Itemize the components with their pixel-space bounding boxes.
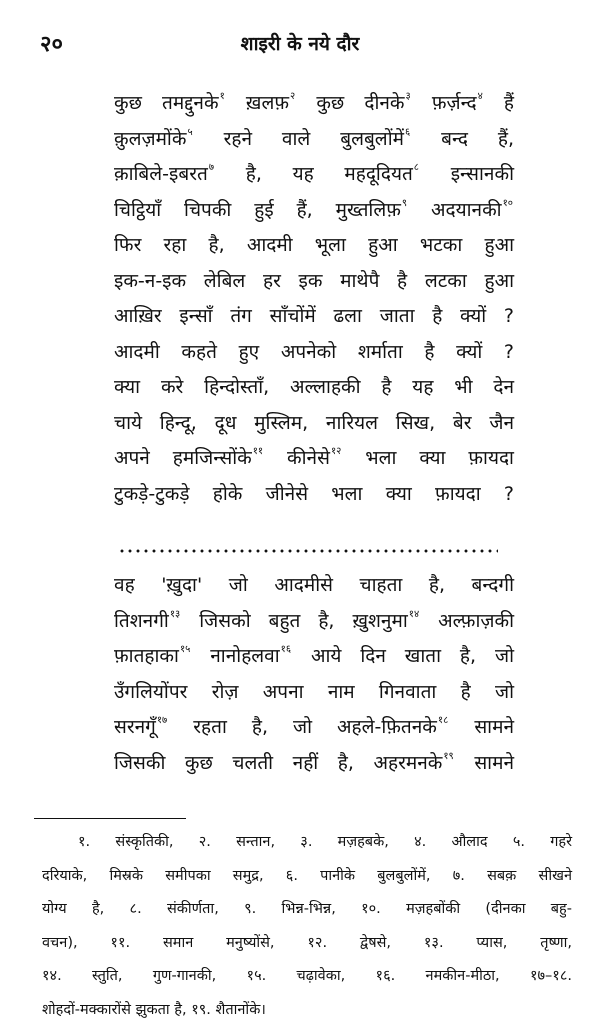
verse-text: भला क्या फ़ायदा (365, 447, 514, 469)
verse-text: जिसकी कुछ चलती नहीं है, अहरमनके (114, 751, 443, 774)
verse-text: चाये हिन्दू, दूध मुस्लिम, नारियल सिख, बेर जैन (114, 411, 514, 434)
verse-text: हैं (503, 92, 515, 114)
verse-text: रहता है, जो अहले-फ़ितनके (193, 716, 437, 738)
footnote-marker: ३ (405, 91, 411, 102)
verse-line (114, 477, 514, 513)
footnote-marker: ५ (187, 126, 193, 138)
verse-text: सरनगूँ (114, 716, 156, 738)
footnote-marker: ७ (208, 162, 215, 173)
verse-text: फ़ातहाका (114, 645, 179, 667)
verse-line (114, 406, 514, 442)
verse-text: कुछ तमद्दुनके (114, 92, 219, 114)
verse-line (114, 299, 514, 335)
footnote-marker: ९ (401, 197, 408, 209)
verse-line (114, 264, 514, 300)
verse-text: उँगलियोंपर रोज़ अपना नाम गिनवाता है जो (114, 680, 514, 703)
footnote-marker: १ (219, 91, 225, 102)
verse-text: कीनेसे (287, 447, 330, 469)
verse-line (114, 370, 514, 406)
footnote-marker: १६ (280, 644, 292, 655)
verse-text: है, यह महदूदियत (245, 163, 413, 185)
section-divider-dots (118, 548, 498, 554)
footnote-rule (34, 818, 186, 819)
verse-text: वह 'ख़ुदा' जो आदमीसे चाहता है, बन्दगी (114, 574, 514, 596)
footnote-marker: ४ (477, 91, 483, 102)
verse-line (114, 122, 514, 158)
verse-line (114, 710, 514, 746)
footnotes (42, 826, 572, 1027)
verse-text: फिर रहा है, आदमी भूला हुआ भटका हुआ (114, 234, 514, 256)
verse-text: अदयानकी (430, 198, 502, 221)
footnote-marker: १८ (437, 715, 449, 726)
footnote-marker: १२ (330, 446, 342, 457)
footnote-marker: ६ (404, 126, 411, 138)
running-title: शाइरी के नये दौर (240, 33, 360, 55)
verse-line (114, 441, 514, 477)
verse-stanza-2 (114, 568, 514, 781)
verse-text: क़ाबिले-इबरत (114, 163, 208, 185)
verse-text: तिशनगी (114, 609, 169, 632)
verse-text: सामने (474, 751, 514, 774)
verse-line (114, 675, 514, 711)
footnote-line: १४. स्तुति, गुण-गानकी, १५. चढ़ावेका, १६. नमकीन-मीठा, १७–१८. (42, 968, 572, 984)
footnote-line: दरियाके, मिस्रके समीपका समुद्र, ६. पानीके बुलबुलोंमें, ७. सबक़ सीखने (42, 867, 572, 884)
page-header (40, 28, 560, 62)
verse-text: ख़लफ़ (245, 92, 289, 114)
verse-text: क्या करे हिन्दोस्ताँ, अल्लाहकी है यह भी देन (114, 376, 514, 398)
verse-text: इन्सानकी (450, 163, 514, 185)
verse-line (114, 157, 514, 193)
footnote-marker: १९ (443, 750, 454, 762)
footnote-marker: १५ (179, 644, 191, 655)
verse-line (114, 604, 514, 640)
footnote-marker: ११ (252, 446, 264, 457)
verse-text: आये दिन खाता है, जो (310, 645, 514, 667)
footnote-line: वचन), ११. समान मनुष्योंसे, १२. द्वेषसे, १३. प्यास, तृष्णा, (42, 934, 572, 951)
page-number: २० (40, 32, 63, 57)
verse-line (114, 639, 514, 675)
verse-stanza-1 (114, 86, 514, 512)
footnote-marker: १७ (156, 715, 168, 726)
footnote-marker: ८ (413, 162, 419, 173)
verse-text: जिसको बहुत है, ख़ुशनुमा (199, 609, 408, 632)
footnote-line: १. संस्कृतिकी, २. सन्तान, ३. मज़हबके, ४. औलाद ५. गहरे (78, 834, 572, 850)
verse-text: अल्फ़ाज़की (438, 609, 514, 632)
footnote-line: योग्य है, ८. संकीर्णता, ९. भिन्न-भिन्न, १०. मज़हबोंकी (दीनका बहु- (42, 901, 572, 917)
verse-text: रहने वाले बुलबुलोंमें (223, 127, 404, 150)
verse-text: आख़िर इन्साँ तंग साँचोंमें ढला जाता है क्यों ? (114, 305, 514, 327)
verse-line (114, 568, 514, 604)
verse-text: फ़र्ज़न्द (431, 92, 477, 114)
verse-text: अपने हमजिन्सोंके (114, 447, 252, 469)
verse-text: इक-न-इक लेबिल हर इक माथेपै है लटका हुआ (114, 269, 514, 292)
footnote-marker: १० (502, 197, 513, 209)
footnote-marker: २ (289, 91, 296, 102)
verse-text: कुछ दीनके (316, 92, 405, 114)
verse-line (114, 228, 514, 264)
verse-text: नानोहलवा (210, 645, 280, 667)
verse-line (114, 746, 514, 782)
verse-text: बन्द हैं, (441, 127, 514, 150)
verse-text: क़ुलज़मोंके (114, 127, 187, 150)
verse-text: आदमी कहते हुए अपनेको शर्माता है क्यों ? (114, 340, 514, 363)
verse-text: चिट्ठियाँ चिपकी हुई हैं, मुख्तलिफ़ (114, 198, 401, 221)
verse-text: टुकड़े-टुकड़े होके जीनेसे भला क्या फ़ायदा ? (114, 482, 514, 505)
footnote-marker: १४ (408, 608, 420, 620)
verse-line (114, 335, 514, 371)
verse-line (114, 86, 514, 122)
verse-text: सामने (474, 716, 514, 738)
footnote-line: शोहदों-मक्कारोंसे झुकता है, १९. शैतानोंके। (42, 1001, 266, 1018)
footnote-marker: १३ (169, 608, 181, 620)
verse-line (114, 193, 514, 229)
